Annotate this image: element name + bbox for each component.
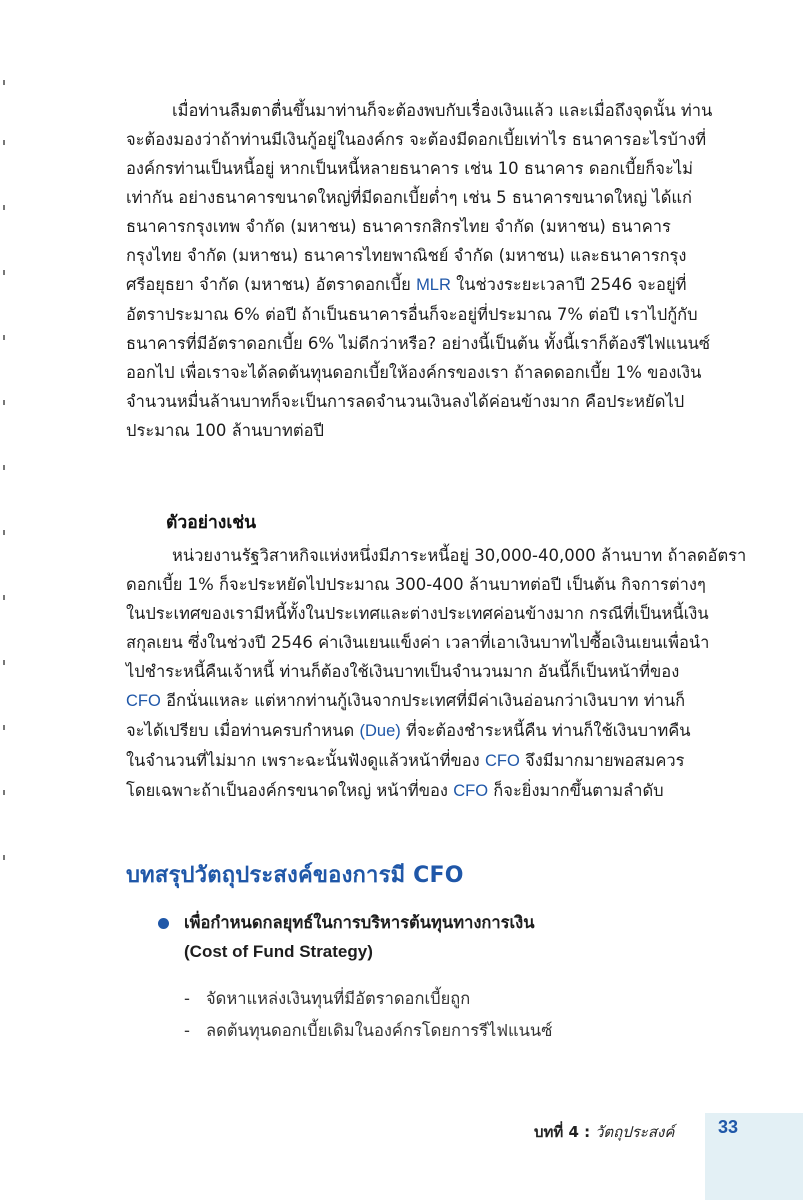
paragraph-line: CFO อีกนั่นแหละ แต่หากท่านกู้เงินจากประเทศที่มีค่าเงินอ่อนกว่าเงินบาท ท่านก็ <box>126 691 686 710</box>
list-item <box>184 986 470 1012</box>
paragraph-line: เมื่อท่านลืมตาตื่นขึ้นมาท่านก็จะต้องพบกับเรื่องเงินแล้ว และเมื่อถึงจุดนั้น ท่าน <box>172 101 713 120</box>
paragraph-line: จะได้เปรียบ เมื่อท่านครบกำหนด (Due) ที่จะต้องชำระหนี้คืน ท่านก็ใช้เงินบาทคืน <box>126 721 691 740</box>
highlighted-term: CFO <box>126 692 161 710</box>
highlighted-term: CFO <box>484 752 520 770</box>
paragraph-line: ธนาคารที่มีอัตราดอกเบี้ย 6% ไม่ดีกว่าหรือ? อย่างนี้เป็นต้น ทั้งนี้เราก็ต้องรีไฟแนนซ์ <box>126 334 711 353</box>
paragraph-line: ไปชำระหนี้คืนเจ้าหนี้ ท่านก็ต้องใช้เงินบาทเป็นจำนวนมาก อันนี้ก็เป็นหน้าที่ของ <box>126 662 680 681</box>
paragraph-line: ในประเทศของเรามีหนี้ทั้งในประเทศและต่างประเทศค่อนข้างมาก กรณีที่เป็นหนี้เงิน <box>126 604 709 623</box>
paragraph-line: ออกไป เพื่อเราจะได้ลดต้นทุนดอกเบี้ยให้องค์กรของเรา ถ้าลดดอกเบี้ย 1% ของเงิน <box>126 363 702 382</box>
paragraph-line: กรุงไทย จำกัด (มหาชน) ธนาคารไทยพาณิชย์ จำกัด (มหาชน) และธนาคารกรุง <box>126 246 687 265</box>
paragraph-line: เท่ากัน อย่างธนาคารขนาดใหญ่ที่มีดอกเบี้ยต่ำๆ เช่น 5 ธนาคารขนาดใหญ่ ได้แก่ <box>126 188 693 207</box>
list-item <box>184 1018 552 1044</box>
paragraph-line: สกุลเยน ซึ่งในช่วงปี 2546 ค่าเงินเยนแข็งค่า เวลาที่เอาเงินบาทไปซื้อเงินเยนเพื่อนำ <box>126 633 710 652</box>
paragraph-line: จะต้องมองว่าถ้าท่านมีเงินกู้อยู่ในองค์กร จะต้องมีดอกเบี้ยเท่าไร ธนาคารอะไรบ้างที่ <box>126 130 707 149</box>
highlighted-term: MLR <box>416 276 451 294</box>
paragraph-intro <box>126 96 730 445</box>
example-heading: ตัวอย่างเช่น <box>166 513 257 533</box>
page-number: 33 <box>718 1117 739 1137</box>
paragraph-line: ในจำนวนที่ไม่มาก เพราะฉะนั้นฟังดูแล้วหน้าที่ของ CFO จึงมีมากมายพอสมควร <box>126 751 685 770</box>
section-title: บทสรุปวัตถุประสงค์ของการมี CFO <box>126 863 464 888</box>
chapter-number: บทที่ 4 : <box>534 1123 591 1141</box>
paragraph-example <box>126 541 747 806</box>
list-item-text: ลดต้นทุนดอกเบี้ยเดิมในองค์กรโดยการรีไฟแนนซ์ <box>206 1021 553 1040</box>
bullet-title: เพื่อกำหนดกลยุทธ์ในการบริหารต้นทุนทางการเงิน <box>184 913 535 932</box>
dash-marker: - <box>184 989 190 1008</box>
highlighted-term: CFO <box>453 782 489 800</box>
chapter-title: วัตถุประสงค์ <box>594 1123 675 1141</box>
list-item-text: จัดหาแหล่งเงินทุนที่มีอัตราดอกเบี้ยถูก <box>206 989 471 1008</box>
paragraph-line: ประมาณ 100 ล้านบาทต่อปี <box>126 421 324 440</box>
paragraph-line: หน่วยงานรัฐวิสาหกิจแห่งหนึ่งมีภาระหนี้อยู่ 30,000-40,000 ล้านบาท ถ้าลดอัตรา <box>172 546 747 565</box>
paragraph-line: องค์กรท่านเป็นหนี้อยู่ หากเป็นหนี้หลายธนาคาร เช่น 10 ธนาคาร ดอกเบี้ยก็จะไม่ <box>126 159 693 178</box>
paragraph-line: ดอกเบี้ย 1% ก็จะประหยัดไปประมาณ 300-400 ล้านบาทต่อปี เป็นต้น กิจการต่างๆ <box>126 575 706 594</box>
bullet-subtitle: (Cost of Fund Strategy) <box>184 942 373 961</box>
highlighted-term: (Due) <box>359 722 401 740</box>
paragraph-line: จำนวนหมื่นล้านบาทก็จะเป็นการลดจำนวนเงินลงได้ค่อนข้างมาก คือประหยัดไป <box>126 392 685 411</box>
paragraph-line: ธนาคารกรุงเทพ จำกัด (มหาชน) ธนาคารกสิกรไทย จำกัด (มหาชน) ธนาคาร <box>126 217 671 236</box>
footer-chapter-label <box>534 1120 674 1144</box>
paragraph-line: อัตราประมาณ 6% ต่อปี ถ้าเป็นธนาคารอื่นก็จะอยู่ที่ประมาณ 7% ต่อปี เราไปกู้กับ <box>126 305 698 324</box>
paragraph-line: ศรีอยุธยา จำกัด (มหาชน) อัตราดอกเบี้ย MLR ในช่วงระยะเวลาปี 2546 จะอยู่ที่ <box>126 275 687 294</box>
dash-marker: - <box>184 1021 190 1040</box>
bullet-dot-icon <box>158 918 169 929</box>
paragraph-line: โดยเฉพาะถ้าเป็นองค์กรขนาดใหญ่ หน้าที่ของ CFO ก็จะยิ่งมากขึ้นตามลำดับ <box>126 781 664 800</box>
